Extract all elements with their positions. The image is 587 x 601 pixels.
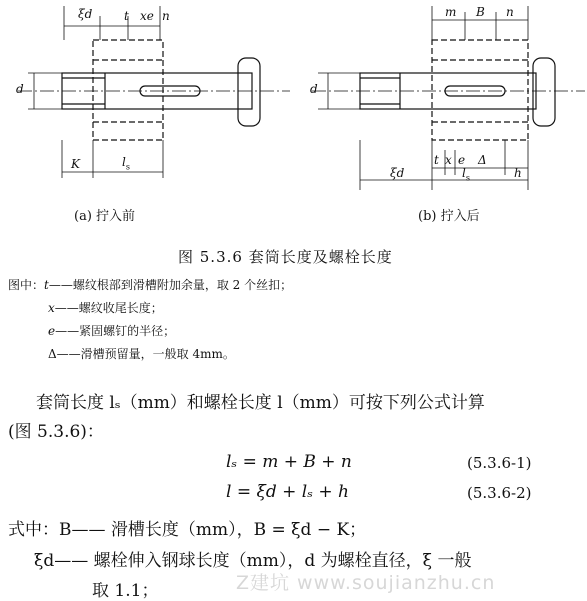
definition-line-1: 式中：B—— 滑槽长度（mm），B = ξd − K； — [8, 520, 367, 540]
drawing-a — [18, 6, 290, 178]
notes-block — [8, 276, 292, 362]
note-item-t: 图中：t——螺纹根部到滑槽附加余量，取 2 个丝扣； — [8, 278, 293, 292]
caption-b: (b) 拧入后 — [418, 209, 480, 224]
formula-1-number: (5.3.6-1) — [467, 454, 532, 472]
formula-1: lₛ = m + B + n — [226, 452, 352, 472]
label-t-b: t — [434, 153, 439, 167]
figure-drawing — [0, 0, 587, 240]
definition-line-3: 取 1.1； — [92, 581, 159, 601]
label-delta-b: Δ — [478, 153, 487, 167]
label-x-b: x — [445, 153, 452, 167]
note-item-x: x——螺纹收尾长度； — [48, 301, 163, 315]
label-B-b: B — [476, 5, 485, 19]
label-d-b: d — [310, 82, 318, 96]
label-xi-d-b: ξd — [390, 166, 405, 180]
label-k-a: K — [71, 157, 80, 171]
label-xi-d-a: ξd — [78, 7, 93, 21]
label-e-b: e — [458, 153, 466, 167]
label-n-b: n — [506, 5, 514, 19]
label-m-b: m — [445, 5, 457, 19]
formula-2-number: (5.3.6-2) — [467, 484, 532, 502]
label-ls-a: $l_s$ — [122, 155, 130, 172]
note-item-delta: Δ——滑槽预留量，一般取 4mm。 — [48, 347, 235, 361]
figure-title: 图 5.3.6 套筒长度及螺栓长度 — [178, 248, 393, 266]
label-n-a: n — [162, 9, 170, 23]
label-ls-b: $l_s$ — [462, 166, 470, 183]
definition-line-2: ξd—— 螺栓伸入钢球长度（mm），d 为螺栓直径，ξ 一般 — [34, 551, 472, 571]
label-d-a: d — [16, 82, 24, 96]
paragraph-line-1: 套筒长度 lₛ（mm）和螺栓长度 l（mm）可按下列公式计算 — [36, 393, 485, 413]
formula-2: l = ξd + lₛ + h — [226, 482, 349, 502]
label-h-b: h — [514, 166, 522, 180]
paragraph-line-2: (图 5.3.6)： — [8, 422, 104, 442]
label-xe-a: xe — [140, 9, 154, 23]
label-t-a: t — [124, 9, 129, 23]
note-item-e: e——紧固螺钉的半径； — [48, 324, 176, 338]
caption-a: (a) 拧入前 — [74, 209, 136, 224]
watermark: Ζ建坑 www.soujianzhu.cn — [236, 572, 496, 594]
